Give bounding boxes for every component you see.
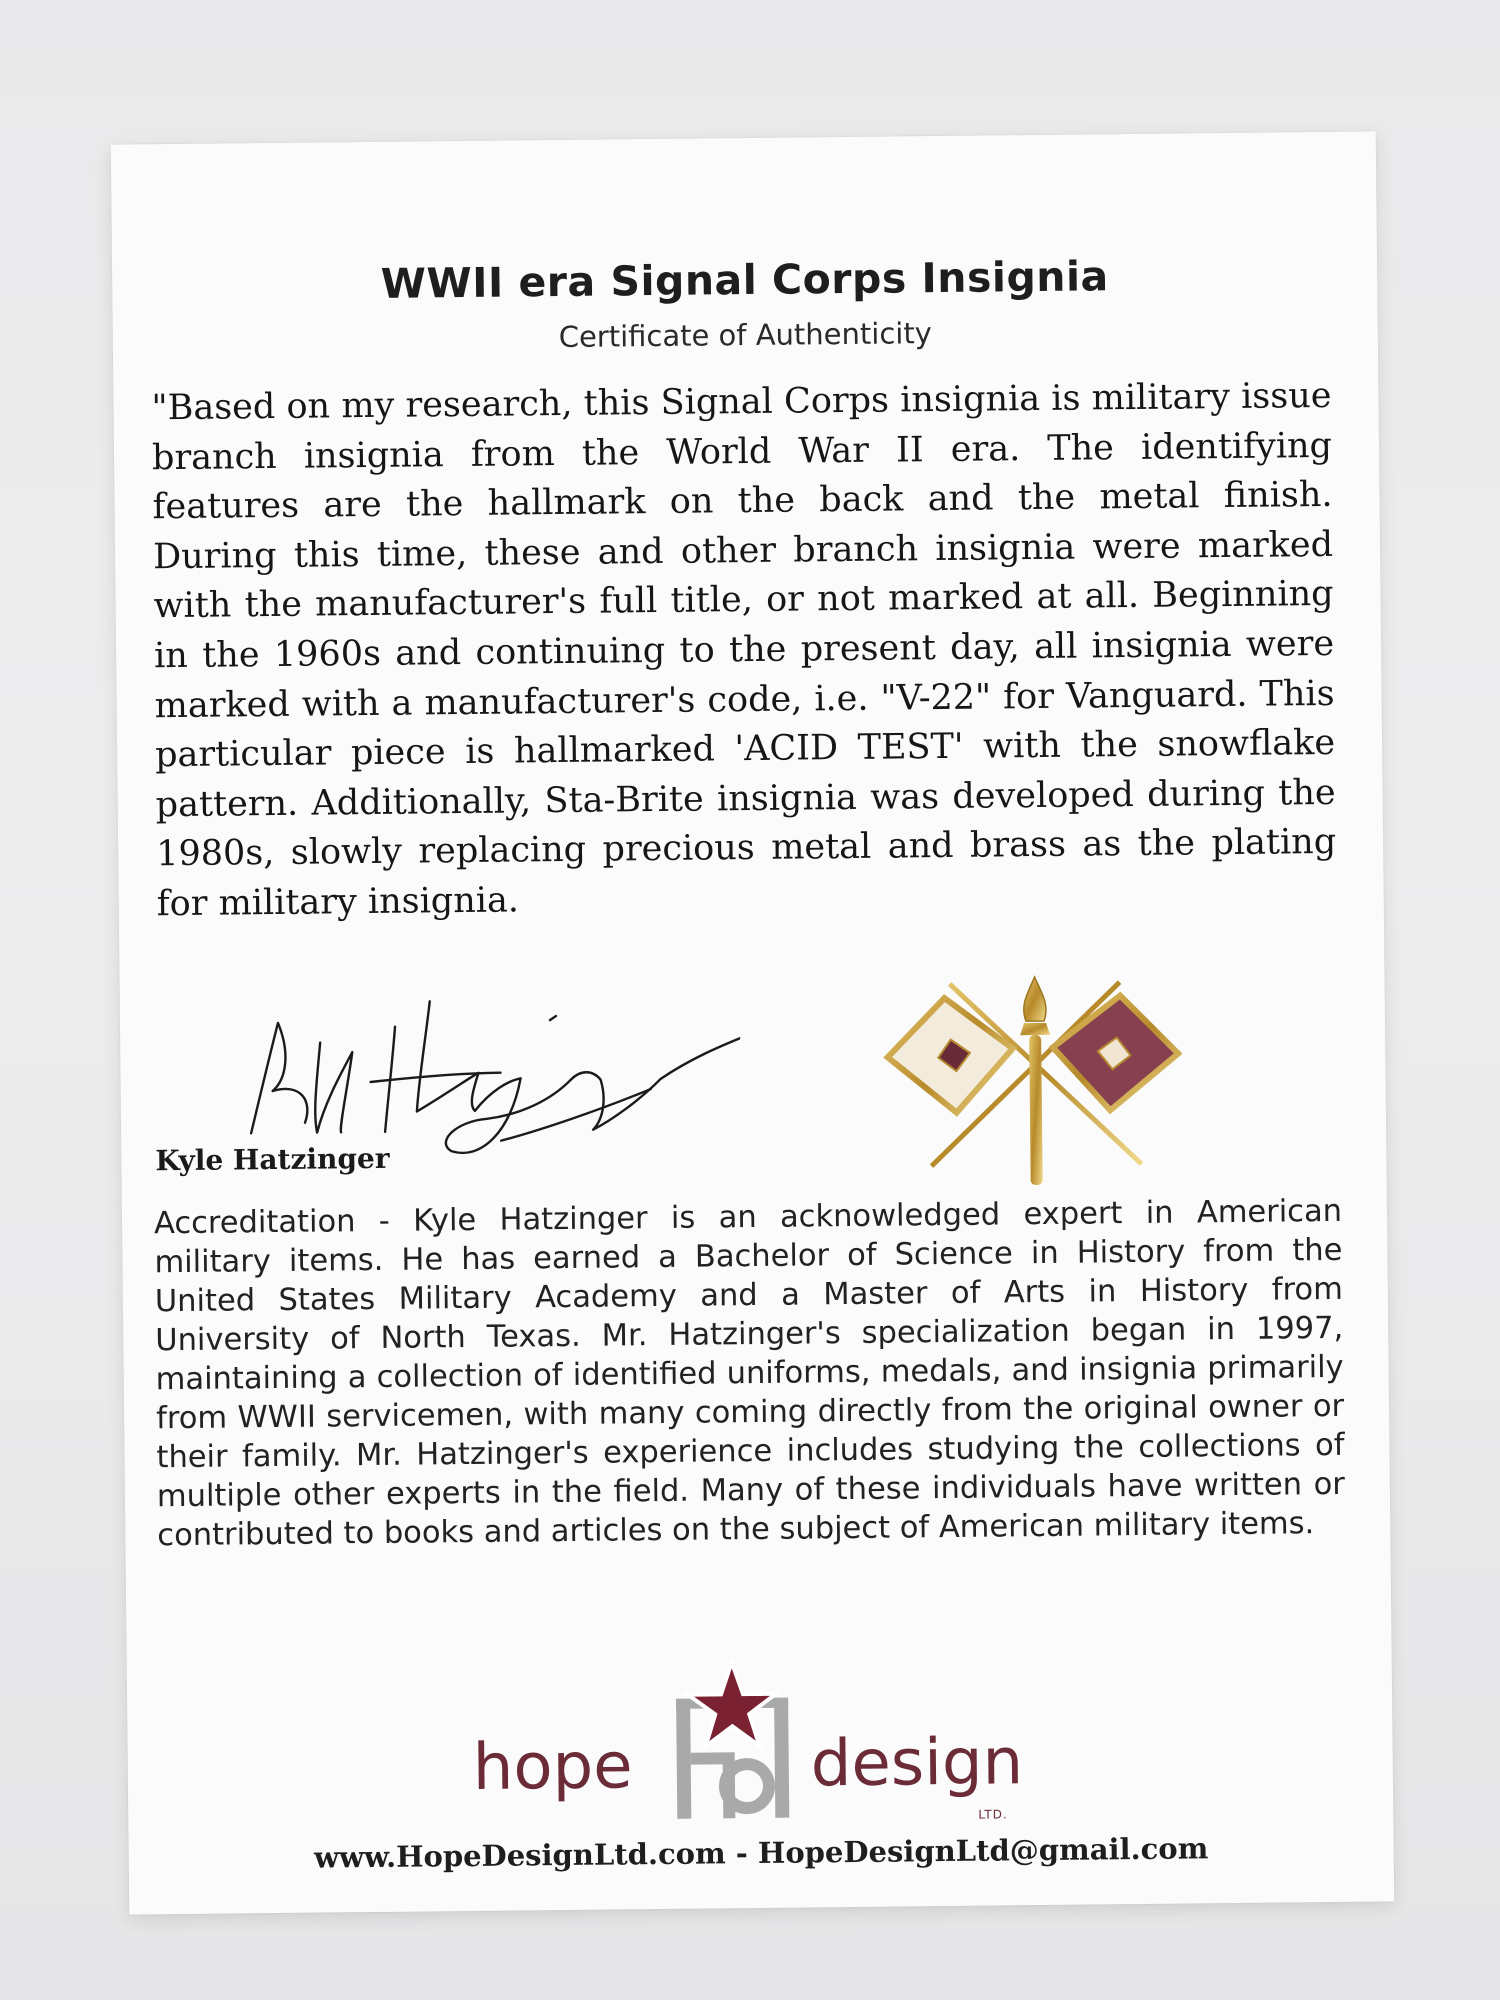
accreditation-text: Accreditation - Kyle Hatzinger is an acknowledged expert in American military items. He has earned a Bachelor of Science in History from the United States Military Academy and a Master of Arts in History from University of North Texas. Mr. Hatzinger's specialization began in 1997, maintaining a collection of identified uniforms, medals, and insignia primarily from WWII servicemen, with many coming directly from the original owner or their family. Mr. Hatzinger's experience includes studying the collections of multiple other experts in the field. Many of these individuals have written or contributed to books and articles on the subject of American military items. (153, 1193, 1346, 1554)
certificate-subtitle: Certificate of Authenticity (558, 316, 933, 354)
certificate-card (111, 131, 1394, 1914)
contact-line: www.HopeDesignLtd.com - HopeDesignLtd@gmail.com (313, 1831, 1209, 1875)
logo-word-hope: hope (472, 1729, 633, 1805)
logo-word-design: design (810, 1725, 1024, 1802)
hope-design-logo (472, 1654, 1094, 1830)
signer-name: Kyle Hatzinger (155, 1141, 390, 1178)
authenticity-statement: "Based on my research, this Signal Corps insignia is military issue branch insignia from the World War II era. The identifying features are the hallmark on the back and the metal finish. During this time, these and other branch insignia were marked with the manufacturer's full title, or not marked at all. Beginning in the 1960s and continuing to the present day, all insignia were marked with a manufacturer's code, i.e. "V-22" for Vanguard. This particular piece is hallmarked 'ACID TEST' with the snowflake pattern. Additionally, Sta-Brite insignia was developed during the 1980s, slowly replacing precious metal and brass as the plating for military insignia. (151, 375, 1337, 925)
logo-ltd-suffix: LTD. (978, 1807, 1008, 1822)
certificate-title: WWII era Signal Corps Insignia (380, 252, 1109, 308)
signal-corps-insignia-image (870, 973, 1202, 1186)
hd-monogram-icon (668, 1658, 798, 1823)
